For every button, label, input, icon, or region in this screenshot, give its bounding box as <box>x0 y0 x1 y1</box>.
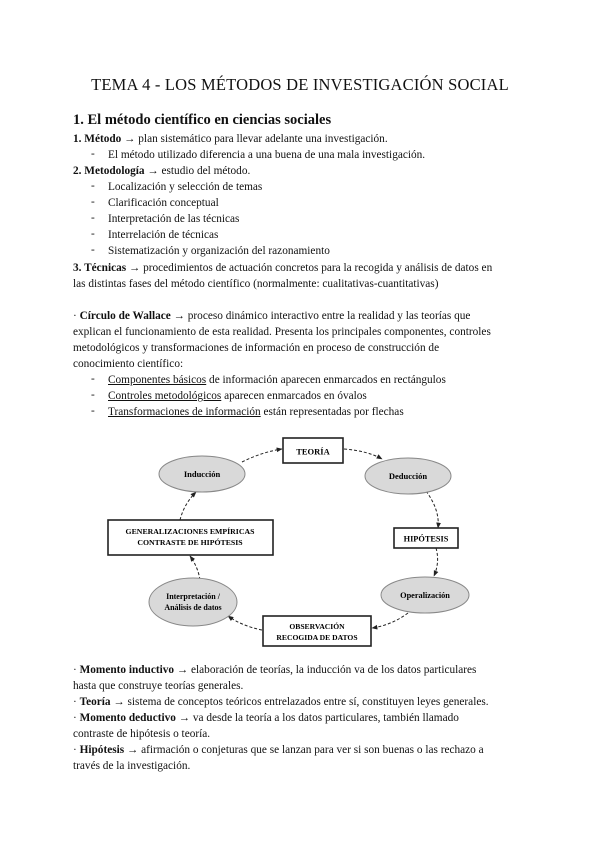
item-rest: de información aparecen enmarcados en rectángulos <box>206 374 446 386</box>
arrow-deduccion-hipotesis <box>426 491 438 528</box>
note-text: afirmación o conjeturas que se lanzan para ver si son buenas o las rechazo a <box>141 744 484 756</box>
wallace-line-3: metodológicos y transformaciones de información en proceso de construcción de <box>73 342 440 354</box>
tecnicas-def: procedimientos de actuación concretos para la recogida y análisis de datos en <box>143 262 493 274</box>
arrow: → <box>110 696 128 708</box>
arrow-generalizaciones-induccion <box>180 492 196 520</box>
list-dash: - <box>91 212 95 224</box>
arrow-hipotesis-operalizacion <box>434 548 438 576</box>
list-dash: - <box>91 148 95 160</box>
note-term: Teoría <box>79 696 111 708</box>
note-text-continued: través de la investigación. <box>73 760 191 772</box>
generalizaciones-label-2: CONTRASTE DE HIPÓTESIS <box>137 538 243 547</box>
arrow: → <box>126 262 144 274</box>
note-term: Hipótesis <box>79 744 125 756</box>
list-item: Sistematización y organización del razonamiento <box>108 245 330 257</box>
operalizacion-label: Operalización <box>400 591 450 600</box>
note-term: Momento inductivo <box>79 664 175 676</box>
observacion-label-2: RECOGIDA DE DATOS <box>276 633 358 642</box>
arrow-induccion-teoria <box>242 449 282 462</box>
note-text-continued: contraste de hipótesis o teoría. <box>73 728 211 740</box>
list-dash: - <box>91 405 95 417</box>
arrow: → <box>144 165 162 177</box>
list-dash: - <box>91 373 95 385</box>
note-term: Momento deductivo <box>79 712 176 724</box>
note-text-continued: hasta que construye teorías generales. <box>73 680 244 692</box>
hipotesis-label: HIPÓTESIS <box>403 534 449 544</box>
list-dash: - <box>91 244 95 256</box>
wallace-line-1: proceso dinámico interactivo entre la realidad y las teorías que <box>187 310 471 322</box>
tecnicas-def-continued: las distintas fases del método científico (normalmente: cualitativas-cuantitativas) <box>73 278 439 290</box>
section-heading: 1. El método científico en ciencias sociales <box>73 112 332 128</box>
metodologia-term: 2. Metodología <box>73 165 145 177</box>
generalizaciones-label-1: GENERALIZACIONES EMPÍRICAS <box>125 527 255 536</box>
note-teoria <box>73 695 489 709</box>
note-text: elaboración de teorías, la inducción va de los datos particulares <box>191 664 477 676</box>
interpretacion-oval <box>149 578 237 626</box>
page-title: TEMA 4 - LOS MÉTODOS DE INVESTIGACIÓN SOCIAL <box>91 75 509 94</box>
list-item: Interpretación de las técnicas <box>108 213 240 225</box>
list-item: El método utilizado diferencia a una buena de una mala investigación. <box>108 149 426 161</box>
metodo-def: plan sistemático para llevar adelante una investigación. <box>138 133 388 145</box>
item-rest: están representadas por flechas <box>260 406 404 418</box>
deduccion-label: Deducción <box>388 471 428 481</box>
list-dash: - <box>91 180 95 192</box>
wallace-term: Círculo de Wallace <box>79 310 171 322</box>
interpretacion-label-2: Análisis de datos <box>164 603 222 612</box>
list-item: Localización y selección de temas <box>108 181 263 193</box>
wallace-line-4: conocimiento científico: <box>73 358 184 370</box>
arrow-operalizacion-observacion <box>372 613 408 628</box>
arrow: → <box>174 664 191 676</box>
arrow: → <box>121 133 139 145</box>
list-dash: - <box>91 228 95 240</box>
note-momento-deductivo <box>73 711 459 725</box>
underlined-term: Transformaciones de información <box>108 406 261 418</box>
bullet: · <box>73 744 80 756</box>
metodologia-def: estudio del método. <box>161 165 251 177</box>
underlined-term: Componentes básicos <box>108 374 207 386</box>
interpretacion-label-1: Interpretación / <box>166 592 220 601</box>
list-dash: - <box>91 389 95 401</box>
bullet: · <box>73 696 80 708</box>
item-rest: aparecen enmarcados en óvalos <box>221 390 367 402</box>
arrow-teoria-deduccion <box>344 449 382 459</box>
arrow: → <box>175 712 193 724</box>
bullet: · <box>73 712 80 724</box>
underlined-term: Controles metodológicos <box>108 390 222 402</box>
arrow: → <box>124 744 142 756</box>
metodo-term: 1. Método <box>73 133 122 145</box>
induccion-label: Inducción <box>183 469 221 479</box>
wallace-line-2: explican el funcionamiento de esta realidad. Presenta los principales componentes, controles <box>73 326 491 338</box>
note-text: sistema de conceptos teóricos entrelazados entre sí, constituyen leyes generales. <box>127 696 489 708</box>
list-dash: - <box>91 196 95 208</box>
bullet: · <box>73 664 80 676</box>
bullet: · <box>73 310 80 322</box>
note-text: va desde la teoría a los datos particulares, también llamado <box>192 712 459 724</box>
arrow: → <box>170 310 188 322</box>
arrow-interpretacion-generalizaciones <box>190 556 200 580</box>
teoria-label: TEORÍA <box>296 446 330 457</box>
observacion-label-1: OBSERVACIÓN <box>289 622 345 631</box>
list-item: Clarificación conceptual <box>108 197 219 209</box>
note-momento-inductivo <box>73 663 476 677</box>
note-hipotesis <box>73 743 484 757</box>
tecnicas-term: 3. Técnicas <box>73 262 127 274</box>
arrow-observacion-interpretacion <box>228 616 262 630</box>
list-item: Interrelación de técnicas <box>108 229 219 241</box>
